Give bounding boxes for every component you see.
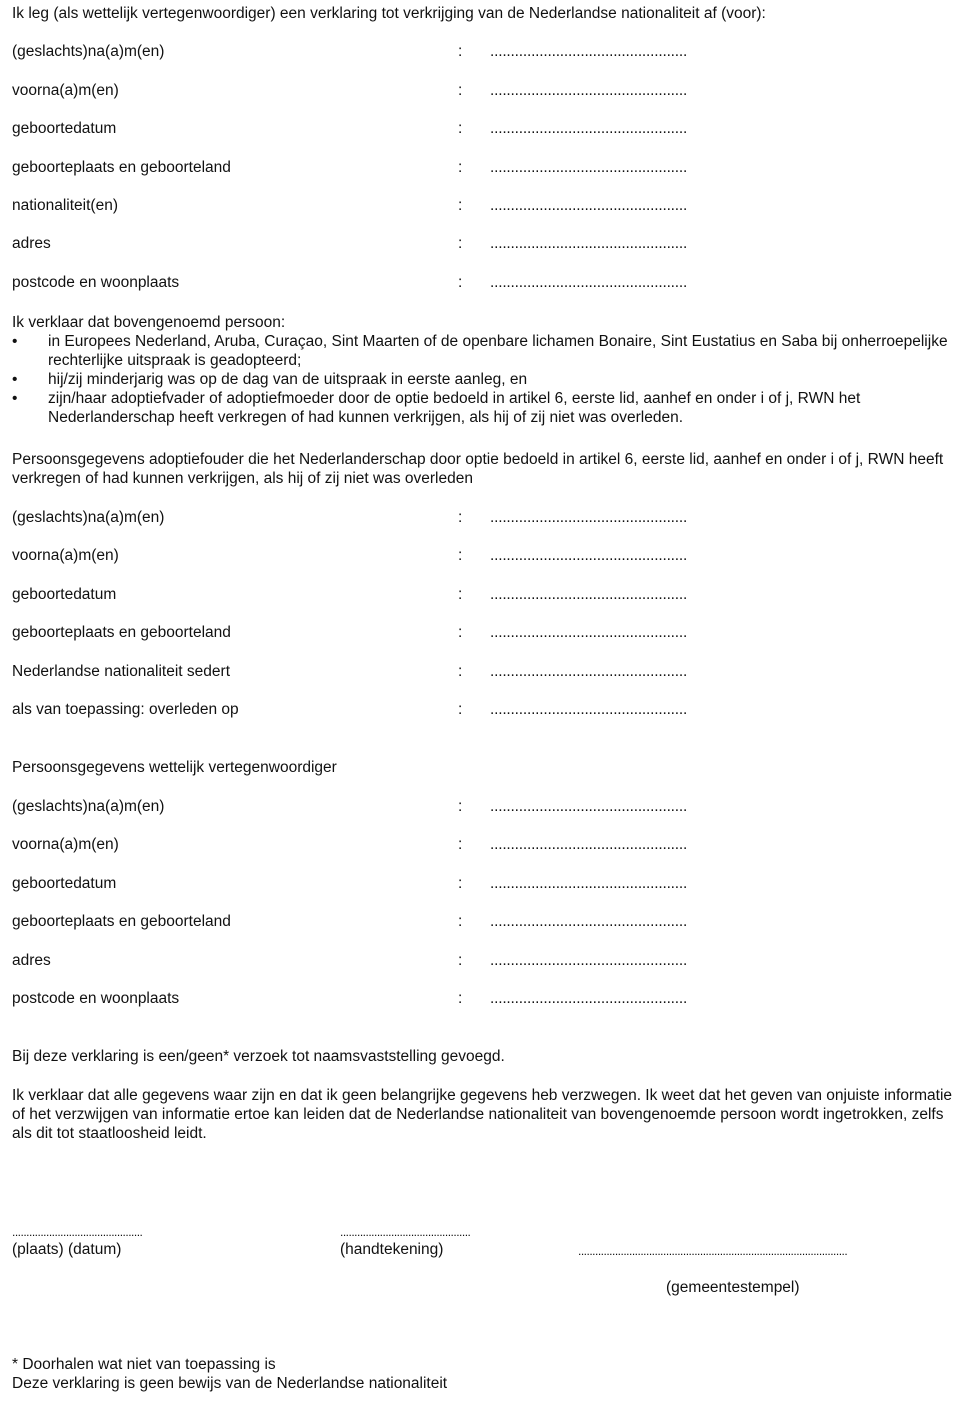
- field-row: [12, 42, 772, 61]
- field-row: [12, 585, 772, 604]
- field-colon: :: [458, 120, 463, 137]
- name-request-note: Bij deze verklaring is een/geen* verzoek tot naamsvaststelling gevoegd.: [12, 1048, 505, 1065]
- field-label: geboorteplaats en geboorteland: [12, 624, 231, 641]
- field-label: voorna(a)m(en): [12, 82, 119, 99]
- adoptive-parent-heading: Persoonsgegevens adoptiefouder die het Nederlanderschap door optie bedoeld in artikel 6, eerste lid, aanhef en onder i of j, RWN heeft verkregen of had kunnen verkrijgen, als hij of zij niet was overleden: [12, 451, 944, 487]
- declaration-list: [12, 332, 964, 427]
- truth-statement: Ik verklaar dat alle gegevens waar zijn en dat ik geen belangrijke gegevens heb verzwegen. Ik weet dat het geven van onjuiste informatie of het verzwijgen van informatie ertoe kan leiden dat de Nederlandse nationaliteit van bovengenoemde persoon wordt ingetrokken, zelfs als dit tot staatloosheid leidt.: [12, 1087, 953, 1142]
- field-label: adres: [12, 952, 51, 969]
- field-colon: :: [458, 547, 463, 564]
- field-colon: :: [458, 82, 463, 99]
- field-label: nationaliteit(en): [12, 197, 118, 214]
- bullet-icon: •: [12, 390, 18, 407]
- declaration-heading: Ik verklaar dat bovengenoemd persoon:: [12, 314, 286, 331]
- field-fill-line[interactable]: ................................................: [490, 82, 688, 99]
- field-row: [12, 81, 772, 100]
- field-colon: :: [458, 875, 463, 892]
- field-label: voorna(a)m(en): [12, 547, 119, 564]
- footnote: * Doorhalen wat niet van toepassing is: [12, 1356, 276, 1373]
- bullet-icon: •: [12, 371, 18, 388]
- intro-text: Ik leg (als wettelijk vertegenwoordiger) een verklaring tot verkrijging van de Nederlandse nationaliteit af (voor):: [12, 5, 766, 22]
- place-date-label: (plaats) (datum): [12, 1241, 122, 1258]
- field-fill-line[interactable]: ................................................: [490, 159, 688, 176]
- field-row: [12, 508, 772, 527]
- field-label: geboortedatum: [12, 586, 117, 603]
- field-colon: :: [458, 836, 463, 853]
- field-colon: :: [458, 274, 463, 291]
- representative-heading: Persoonsgegevens wettelijk vertegenwoordiger: [12, 759, 337, 776]
- field-colon: :: [458, 701, 463, 718]
- field-label: postcode en woonplaats: [12, 274, 180, 291]
- field-fill-line[interactable]: ................................................: [490, 990, 688, 1007]
- field-fill-line[interactable]: ................................................: [490, 913, 688, 930]
- field-row: [12, 196, 772, 215]
- field-row: [12, 874, 772, 893]
- field-row: [12, 835, 772, 854]
- field-colon: :: [458, 197, 463, 214]
- field-fill-line[interactable]: ................................................: [490, 624, 688, 641]
- field-fill-line[interactable]: ................................................: [490, 701, 688, 718]
- field-row: [12, 546, 772, 565]
- field-label: (geslachts)na(a)m(en): [12, 509, 165, 526]
- field-fill-line[interactable]: ................................................: [490, 197, 688, 214]
- field-fill-line[interactable]: ................................................: [490, 235, 688, 252]
- field-row: [12, 273, 772, 292]
- field-fill-line[interactable]: ................................................: [490, 547, 688, 564]
- field-colon: :: [458, 913, 463, 930]
- field-fill-line[interactable]: ................................................: [490, 586, 688, 603]
- field-label: postcode en woonplaats: [12, 990, 180, 1007]
- field-label: voorna(a)m(en): [12, 836, 119, 853]
- field-fill-line[interactable]: ................................................: [490, 120, 688, 137]
- field-colon: :: [458, 952, 463, 969]
- list-item: [12, 389, 964, 427]
- field-fill-line[interactable]: ................................................: [490, 798, 688, 815]
- field-row: [12, 797, 772, 816]
- field-label: geboorteplaats en geboorteland: [12, 913, 231, 930]
- field-colon: :: [458, 509, 463, 526]
- field-label: geboorteplaats en geboorteland: [12, 159, 231, 176]
- field-label: geboortedatum: [12, 120, 117, 137]
- field-row: [12, 234, 772, 253]
- field-row: [12, 158, 772, 177]
- field-fill-line[interactable]: ................................................: [490, 875, 688, 892]
- stamp-line[interactable]: ...............................................................................................: [578, 1244, 848, 1258]
- field-row: [12, 989, 772, 1008]
- field-label: als van toepassing: overleden op: [12, 701, 239, 718]
- place-date-line[interactable]: ..............................................: [12, 1225, 143, 1239]
- list-item: [12, 370, 964, 389]
- field-fill-line[interactable]: ................................................: [490, 509, 688, 526]
- field-row: [12, 623, 772, 642]
- field-row: [12, 912, 772, 931]
- field-label: geboortedatum: [12, 875, 117, 892]
- field-label: (geslachts)na(a)m(en): [12, 798, 165, 815]
- field-colon: :: [458, 159, 463, 176]
- field-row: [12, 951, 772, 970]
- field-row: [12, 700, 772, 719]
- field-fill-line[interactable]: ................................................: [490, 836, 688, 853]
- field-fill-line[interactable]: ................................................: [490, 43, 688, 60]
- disclaimer: Deze verklaring is geen bewijs van de Nederlandse nationaliteit: [12, 1375, 448, 1392]
- field-label: (geslachts)na(a)m(en): [12, 43, 165, 60]
- field-row: [12, 662, 772, 681]
- field-label: Nederlandse nationaliteit sedert: [12, 663, 230, 680]
- field-label: adres: [12, 235, 51, 252]
- field-fill-line[interactable]: ................................................: [490, 952, 688, 969]
- field-row: [12, 119, 772, 138]
- field-colon: :: [458, 990, 463, 1007]
- field-colon: :: [458, 43, 463, 60]
- field-colon: :: [458, 798, 463, 815]
- stamp-label: (gemeentestempel): [666, 1279, 800, 1296]
- field-colon: :: [458, 624, 463, 641]
- list-item-text: in Europees Nederland, Aruba, Curaçao, Sint Maarten of de openbare lichamen Bonaire, Sint Eustatius en Saba bij onherroepelijke rechterlijke uitspraak is geadopteerd;: [48, 333, 948, 369]
- field-fill-line[interactable]: ................................................: [490, 274, 688, 291]
- field-colon: :: [458, 235, 463, 252]
- list-item-text: zijn/haar adoptiefvader of adoptiefmoeder door de optie bedoeld in artikel 6, eerste lid, aanhef en onder i of j, RWN het Nederlanderschap heeft verkregen of had kunnen verkrijgen, als hij of zij niet was overleden.: [48, 390, 861, 426]
- signature-line[interactable]: ..............................................: [340, 1225, 471, 1239]
- bullet-icon: •: [12, 333, 18, 350]
- list-item-text: hij/zij minderjarig was op de dag van de uitspraak in eerste aanleg, en: [48, 371, 528, 388]
- field-colon: :: [458, 586, 463, 603]
- signature-label: (handtekening): [340, 1241, 444, 1258]
- field-fill-line[interactable]: ................................................: [490, 663, 688, 680]
- list-item: [12, 332, 964, 370]
- field-colon: :: [458, 663, 463, 680]
